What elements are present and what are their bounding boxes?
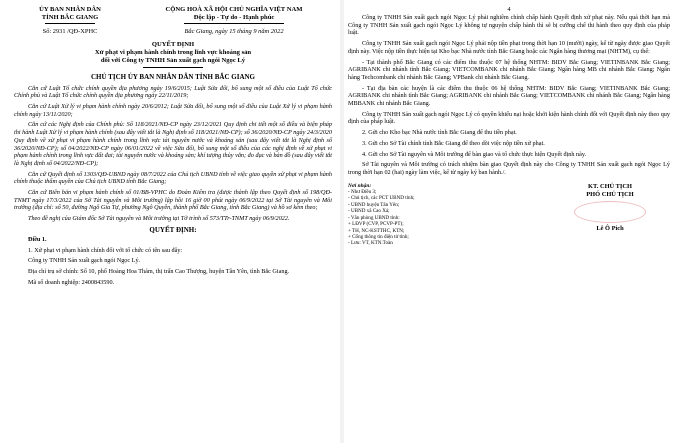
legal-basis: Căn cứ Luật Xử lý vi phạm hành chính ngày 20/6/2012; Luật Sửa đổi, bổ sung một số điều của Luật Xử lý vi phạm hành chính ngày 13/11/2020;: [14, 103, 332, 118]
body-paragraph: 2. Gửi cho Kho bạc Nhà nước tỉnh Bắc Giang để thu tiền phạt.: [362, 129, 517, 137]
recipient-item: - Lưu: VT, KTN.Toàn: [348, 240, 393, 247]
issuing-authority: [14, 6, 126, 25]
decision-heading: QUYẾT ĐỊNH:: [149, 225, 197, 234]
legal-basis: Căn cứ Luật Tổ chức chính quyền địa phương ngày 19/6/2015; Luật Sửa đổi, bổ sung một số điều của Luật Tổ chức Chính phủ và Luật Tổ chức chính quyền địa phương ngày 22/11/2019;: [14, 84, 332, 100]
article1-item: Địa chỉ trụ sở chính: Số 10, phố Hoàng Hoa Thám, thị trấn Cao Thượng, huyện Tân Yên, tỉnh Bắc Giang.: [28, 267, 290, 275]
recipients-list: [348, 183, 498, 247]
signer-name: Lê Ô Pích: [596, 224, 624, 232]
body-paragraph: Công ty TNHH Sản xuất gạch ngói Ngọc Lý phải nghiêm chỉnh chấp hành Quyết định xử phạt này. Nếu quá thời hạn mà Công ty TNHH Sản xuất gạch ngói Ngọc Lý không tự nguyện chấp hành thì sẽ bị cưỡng chế thi hành theo quy định của pháp luật.: [348, 14, 670, 37]
motto-underline: [184, 23, 284, 24]
body-paragraph: 4. Gửi cho Sở Tài nguyên và Môi trường để bàn giao và tổ chức thực hiện Quyết định này.: [362, 150, 587, 158]
legal-basis: Căn cứ Biên bản vi phạm hành chính số 01/BB-VPHC do Đoàn Kiểm tra (được thành lập theo Quyết định số 198/QĐ-TNMT ngày 17/3/2022 của Sở Tài nguyên và Môi trường) lập hồi 16 giờ 00 phút ngày 06/9/2022 tại Sở Tài nguyên và Môi trường (địa chỉ: số 50, đường Ngô Gia Tự, phường Ngô Quyền, thành phố Bắc Giang, tỉnh Bắc Giang) và hồ sơ kèm theo;: [14, 189, 332, 212]
signer-block: [550, 183, 670, 247]
article1-item: 1. Xử phạt vi phạm hành chính đối với tổ chức có tên sau đây:: [28, 246, 183, 254]
recipients-label: Nơi nhận:: [348, 182, 372, 189]
body-paragraph: 3. Gửi cho Sở Tài chính tỉnh Bắc Giang để theo dõi việc nộp tiền xử phạt.: [362, 139, 545, 147]
right-page: [344, 0, 680, 443]
org-line1: ỦY BAN NHÂN DÂN: [39, 6, 101, 13]
recipient-item: - UBND huyện Tân Yên;: [348, 201, 400, 208]
recipient-item: - UBND xã Cao Xá;: [348, 208, 390, 215]
place-date: Bắc Giang, ngày 15 tháng 9 năm 2022: [184, 28, 284, 35]
article1-item: Công ty TNHH Sản xuất gạch ngói Ngọc Lý.: [28, 257, 141, 265]
signature-section: [348, 183, 670, 247]
doc-meta: [14, 28, 332, 36]
article1-item: Mã số doanh nghiệp: 2400843590.: [28, 278, 115, 286]
org-underline: [45, 23, 95, 24]
body-paragraph: - Tại thành phố Bắc Giang có các điểm thu thuộc 07 hệ thống NHTM: BIDV Bắc Giang; VIETINBANK Bắc Giang; AGRIBANK chi nhánh tỉnh Bắc Giang; VIETCOMBANK chi nhánh Bắc Giang; Ngân hàng MB chi nhánh Bắc Giang; Ngân hàng Techcombank chi nhánh Bắc Giang; VPBank chi nhánh Bắc Giang.: [348, 58, 670, 81]
page-number: 4: [507, 6, 511, 13]
doc-title-block: [14, 41, 332, 68]
subject-line2: đối với Công ty TNHH Sản xuất gạch ngói Ngọc Lý: [100, 57, 246, 65]
body-paragraph: Công ty TNHH Sản xuất gạch ngói Ngọc Lý phải nộp tiền phạt trong thời hạn 10 (mười) ngày, kể từ ngày được giao Quyết định này. Việc nộp tiền thực hiện tại Kho bạc Nhà nước tỉnh Bắc Giang hoặc các Ngân hàng thương mại (NHTM), cụ thể:: [348, 40, 670, 55]
signer-title1: KT. CHỦ TỊCH: [588, 182, 632, 190]
article1-heading: Điều 1.: [28, 235, 47, 243]
recipient-item: - Chủ tịch, các PCT UBND tỉnh;: [348, 195, 415, 202]
legal-basis: Căn cứ các Nghị định của Chính phủ: Số 118/2021/NĐ-CP ngày 23/12/2021 Quy định chi tiết một số điều và biện pháp thi hành Luật Xử lý vi phạm hành chính (sau đây viết tắt là Nghị định số 118/2021/NĐ-CP); số 36/2020/NĐ-CP ngày 24/3/2020 Quy định về xử phạt vi phạm hành chính trong lĩnh vực tài nguyên nước và khoáng sản (sau đây viết tắt là Nghị định số 36/2020/NĐ-CP); số 04/2022/NĐ-CP ngày 06/01/2022 về việc Sửa đổi, bổ sung một số điều của các nghị định về xử phạt vi phạm hành chính trong lĩnh vực đất đai; tài nguyên nước và khoáng sản; khí tượng thủy văn; đo đạc và bản đồ (sau đây viết tắt là Nghị định số 04/2022/NĐ-CP);: [14, 121, 332, 167]
title-underline: [143, 67, 203, 68]
recipient-item: - Văn phòng UBND tỉnh:: [348, 214, 400, 221]
body-paragraph: Công ty TNHH Sản xuất gạch ngói Ngọc Lý có quyền khiếu nại hoặc khởi kiện hành chính đối với Quyết định này theo quy định của pháp luật.: [348, 110, 670, 126]
authority-heading: CHỦ TỊCH ỦY BAN NHÂN DÂN TỈNH BẮC GIANG: [91, 72, 255, 81]
recipient-item: + LĐVP (CVP, PCVP-PT);: [348, 221, 404, 228]
signer-title2: PHÓ CHỦ TỊCH: [586, 190, 634, 198]
nation-line2: Độc lập - Tự do - Hạnh phúc: [193, 14, 275, 21]
subject-line1: Xử phạt vi phạm hành chính trong lĩnh vực khoáng sản: [94, 49, 252, 57]
official-stamp: [574, 201, 646, 223]
legal-basis: Căn cứ Quyết định số 1303/QĐ-UBND ngày 08/7/2022 của Chủ tịch UBND tỉnh về việc giao quyền xử phạt vi phạm hành chính thuộc thẩm quyền của Chủ tịch UBND tỉnh Bắc Giang;: [14, 170, 332, 186]
national-motto: [136, 6, 332, 25]
body-paragraph: Sở Tài nguyên và Môi trường có trách nhiệm bàn giao Quyết định này cho Công ty TNHH Sản xuất gạch ngói Ngọc Lý trong thời hạn 02 (hai) ngày làm việc, kể từ ngày ký ban hành./.: [348, 161, 670, 176]
legal-basis: Theo đề nghị của Giám đốc Sở Tài nguyên và Môi trường tại Tờ trình số 573/TTr-TNMT ngày 06/9/2022.: [28, 215, 290, 223]
recipient-item: - Như Điều 3;: [348, 189, 377, 196]
nation-line1: CỘNG HOÀ XÃ HỘI CHỦ NGHĨA VIỆT NAM: [165, 6, 303, 13]
org-line2: TỈNH BẮC GIANG: [41, 14, 99, 21]
recipient-item: + TH, NC-KSTTHC, KTN;: [348, 227, 405, 234]
recipient-item: + Cổng thông tin điện tử tỉnh;: [348, 233, 409, 240]
document-header: [14, 6, 332, 25]
body-paragraph: - Tại địa bàn các huyện là các điểm thu thuộc 06 hệ thống NHTM: BIDV Bắc Giang; VIETINBANK Bắc Giang; AGRIBANK chi nhánh tỉnh Bắc Giang; AGRIBANK chi nhánh Bắc Giang; VIETCOMBANK chi nhánh Bắc Giang; Ngân hàng MBBANK chi nhánh Bắc Giang.: [348, 84, 670, 108]
doc-type: QUYẾT ĐỊNH: [151, 41, 195, 48]
doc-number: Số: 2931 /QĐ-XPHC: [42, 28, 98, 35]
